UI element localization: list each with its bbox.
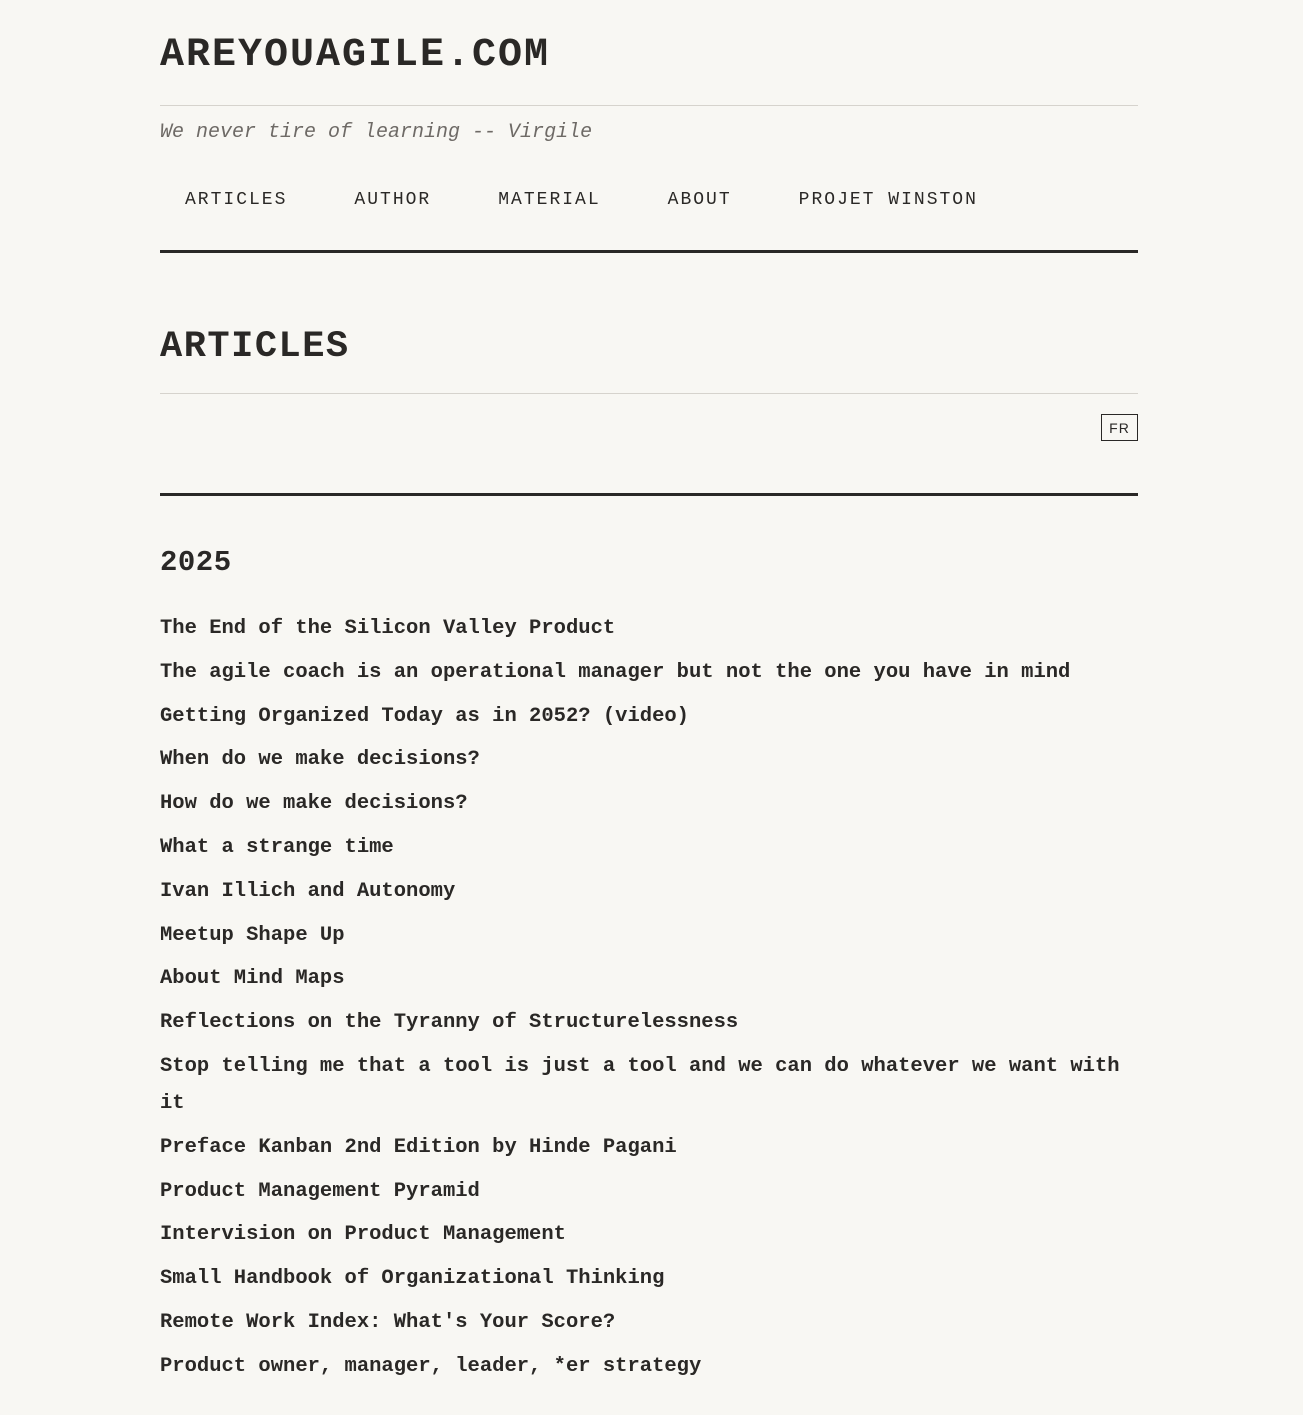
article-link[interactable]: The End of the Silicon Valley Product — [160, 617, 616, 640]
article-link[interactable]: Stop telling me that a tool is just a tool and we can do whatever we want with it — [160, 1054, 1120, 1115]
page-title: ARTICLES — [160, 326, 350, 368]
article-link[interactable]: When do we make decisions? — [160, 748, 480, 772]
article-list — [160, 610, 1138, 1392]
article-link[interactable]: How do we make decisions? — [160, 792, 468, 816]
article-link[interactable]: Small Handbook of Organizational Thinking — [160, 1267, 665, 1291]
article-link[interactable]: Product Management Pyramid — [160, 1179, 480, 1203]
site-title-link[interactable]: AREYOUAGILE.COM — [160, 33, 551, 78]
nav-item-material[interactable]: MATERIAL — [498, 190, 601, 210]
article-link[interactable]: Reflections on the Tyranny of Structurelessness — [160, 1011, 739, 1035]
site-tagline: We never tire of learning -- Virgile — [160, 121, 593, 144]
content-divider — [160, 493, 1138, 496]
nav-item-author[interactable]: AUTHOR — [354, 190, 432, 210]
article-link[interactable]: Intervision on Product Management — [160, 1223, 566, 1247]
article-link[interactable]: Meetup Shape Up — [160, 923, 345, 947]
article-link[interactable]: What a strange time — [160, 835, 394, 859]
header-divider — [160, 105, 1138, 106]
article-link[interactable]: Preface Kanban 2nd Edition by Hinde Pagani — [160, 1135, 677, 1159]
article-link[interactable]: Getting Organized Today as in 2052? (video) — [160, 704, 689, 728]
nav-item-about[interactable]: ABOUT — [667, 190, 732, 210]
article-link[interactable]: Ivan Illich and Autonomy — [160, 879, 456, 903]
nav-item-articles[interactable]: ARTICLES — [185, 190, 288, 210]
language-toggle-button[interactable]: FR — [1101, 414, 1138, 441]
main-nav — [185, 188, 978, 212]
nav-item-projet-winston[interactable]: PROJET WINSTON — [798, 190, 978, 210]
nav-divider — [160, 250, 1138, 253]
article-link[interactable]: Remote Work Index: What's Your Score? — [160, 1310, 616, 1334]
year-heading: 2025 — [160, 546, 232, 579]
article-link[interactable]: About Mind Maps — [160, 967, 345, 991]
article-link[interactable]: Product owner, manager, leader, *er strategy — [160, 1354, 702, 1378]
title-divider — [160, 393, 1138, 394]
article-link[interactable]: The agile coach is an operational manager but not the one you have in mind — [160, 660, 1071, 684]
